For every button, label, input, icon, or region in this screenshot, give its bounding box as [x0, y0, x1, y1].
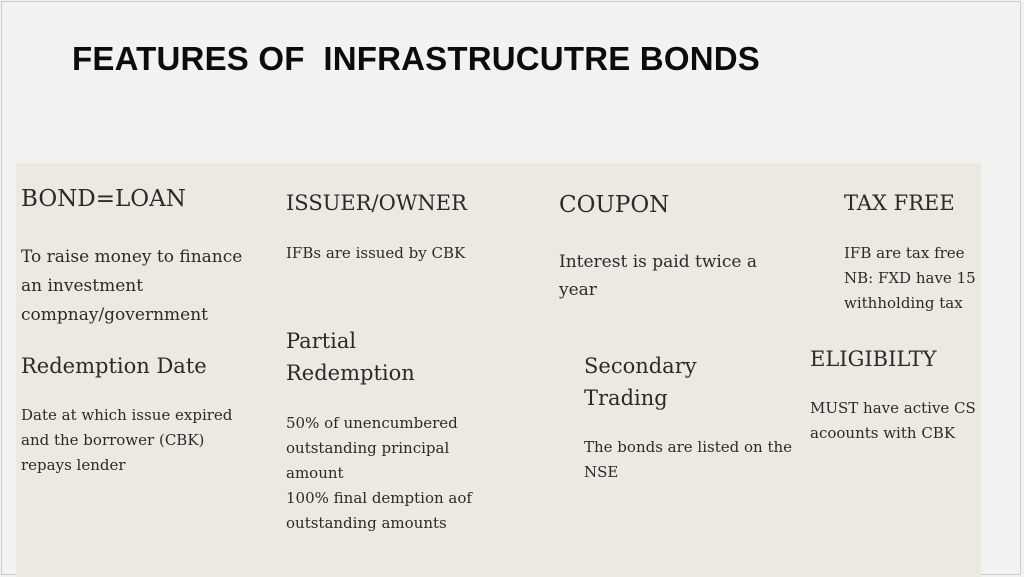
- tax-free-heading: TAX FREE: [844, 191, 955, 215]
- coupon-text: Interest is paid twice a year: [559, 252, 757, 300]
- tax-free-line-1: IFB are tax free: [844, 244, 965, 262]
- secondary-trading-text: The bonds are listed on the NSE: [584, 438, 793, 481]
- eligibility-heading: ELIGIBILTY: [810, 347, 937, 371]
- secondary-trading-heading: Secondary Trading: [584, 354, 697, 410]
- bond-loan-heading: BOND=LOAN: [21, 186, 186, 212]
- tax-free-line-2: NB: FXD have 15: [844, 269, 976, 287]
- tax-free-line-3: withholding tax: [844, 294, 963, 312]
- partial-redemption-line-2: 100% final demption aof outstanding amounts: [286, 489, 472, 532]
- bond-loan-text: To raise money to finance an investment compnay/government: [21, 247, 243, 325]
- partial-redemption-heading: Partial Redemption: [286, 329, 415, 385]
- content-panel: [16, 163, 981, 577]
- issuer-text: IFBs are issued by CBK: [286, 244, 466, 262]
- slide-title: FEATURES OF INFRASTRUCUTRE BONDS: [72, 40, 760, 77]
- issuer-heading: ISSUER/OWNER: [286, 191, 467, 215]
- eligibility-text: MUST have active CS acoounts with CBK: [810, 399, 976, 442]
- coupon-heading: COUPON: [559, 192, 670, 218]
- redemption-date-text: Date at which issue expired and the borrower (CBK) repays lender: [21, 406, 233, 474]
- redemption-date-heading: Redemption Date: [21, 354, 207, 378]
- partial-redemption-line-1: 50% of unencumbered outstanding principal amount: [286, 414, 458, 482]
